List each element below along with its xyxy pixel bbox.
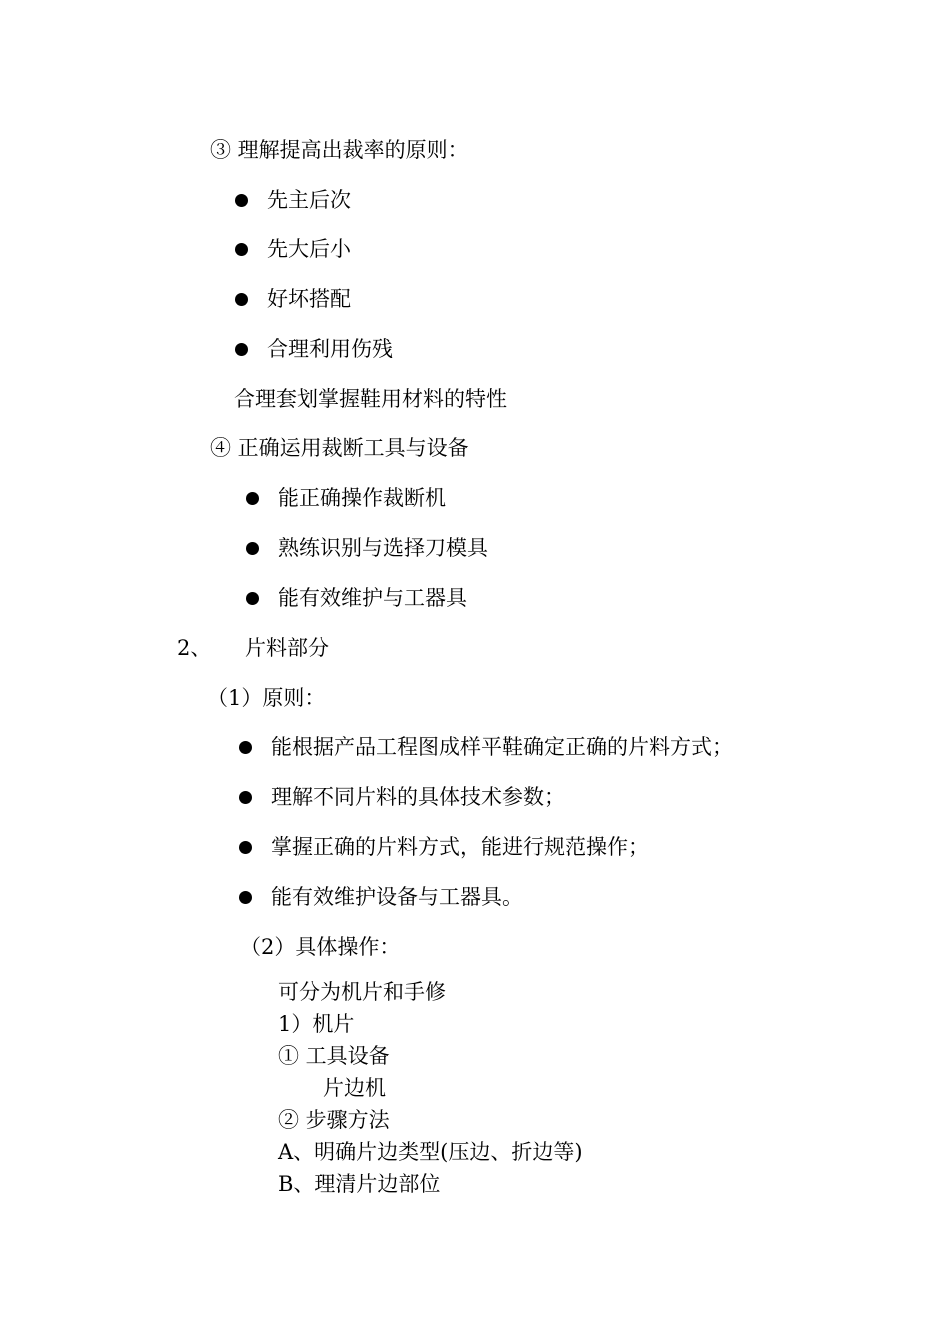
list-item: 理解不同片料的具体技术参数； bbox=[271, 785, 565, 809]
section-3-heading: ③ 理解提高出裁率的原则： bbox=[210, 138, 469, 162]
bullet-icon bbox=[239, 841, 252, 854]
list-item: 掌握正确的片料方式，能进行规范操作； bbox=[271, 835, 649, 859]
principle-heading: （1）原则： bbox=[207, 686, 326, 710]
bullet-icon bbox=[246, 492, 259, 505]
operation-line: 可分为机片和手修 bbox=[278, 980, 446, 1004]
part-2-title: 片料部分 bbox=[245, 636, 329, 660]
bullet-icon bbox=[239, 891, 252, 904]
bullet-icon bbox=[246, 542, 259, 555]
list-item: 合理利用伤残 bbox=[267, 337, 393, 361]
bullet-icon bbox=[235, 343, 248, 356]
list-item: 能正确操作裁断机 bbox=[278, 486, 446, 510]
list-item: 先主后次 bbox=[267, 188, 351, 212]
bullet-icon bbox=[235, 293, 248, 306]
bullet-icon bbox=[235, 243, 248, 256]
list-item: 熟练识别与选择刀模具 bbox=[278, 536, 488, 560]
operation-heading: （2）具体操作： bbox=[240, 935, 401, 959]
operation-line: 片边机 bbox=[323, 1076, 386, 1100]
bullet-icon bbox=[239, 791, 252, 804]
bullet-icon bbox=[235, 194, 248, 207]
bullet-icon bbox=[239, 741, 252, 754]
operation-line: B、理清片边部位 bbox=[278, 1172, 441, 1196]
list-item: 能根据产品工程图成样平鞋确定正确的片料方式； bbox=[271, 735, 733, 759]
section-4-heading: ④ 正确运用裁断工具与设备 bbox=[210, 436, 469, 460]
list-item: 能有效维护设备与工器具。 bbox=[271, 885, 523, 909]
operation-line: ② 步骤方法 bbox=[278, 1108, 390, 1132]
bullet-icon bbox=[246, 592, 259, 605]
list-item: 先大后小 bbox=[267, 237, 351, 261]
part-2-number: 2、 bbox=[177, 636, 212, 660]
section-3-note: 合理套划掌握鞋用材料的特性 bbox=[234, 387, 507, 411]
operation-line: A、明确片边类型(压边、折边等) bbox=[278, 1140, 583, 1164]
operation-line: ① 工具设备 bbox=[278, 1044, 390, 1068]
list-item: 好坏搭配 bbox=[267, 287, 351, 311]
operation-line: 1）机片 bbox=[278, 1012, 355, 1036]
list-item: 能有效维护与工器具 bbox=[278, 586, 467, 610]
